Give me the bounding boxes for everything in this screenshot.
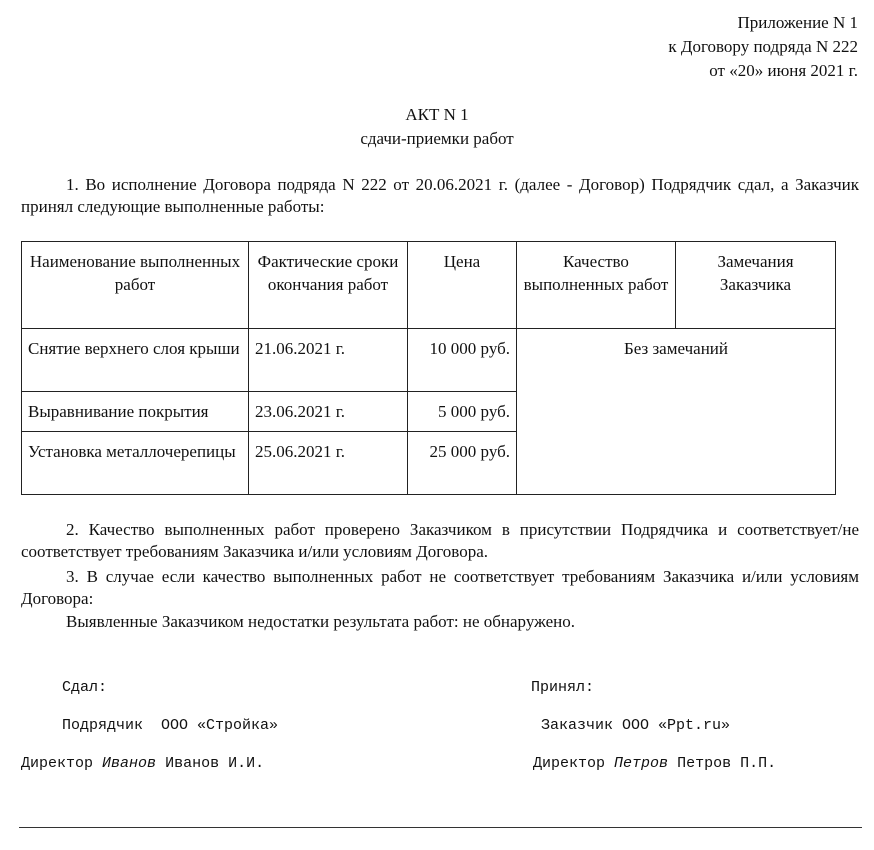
paragraph-3 xyxy=(21,566,859,610)
row-date: 23.06.2021 г. xyxy=(249,392,408,432)
contractor-name: Иванов И.И. xyxy=(165,755,265,772)
title-line-1: АКТ N 1 xyxy=(405,105,469,124)
customer-position: Директор xyxy=(533,755,606,772)
row-work-name: Выравнивание покрытия xyxy=(22,392,249,432)
right-label: Принял: xyxy=(531,679,595,696)
document-title xyxy=(0,103,874,151)
header-remarks: Замечания Заказчика xyxy=(676,242,836,329)
remarks-cell: Без замечаний xyxy=(517,329,836,495)
paragraph-2-text: 2. Качество выполненных работ проверено Заказчиком в присутствии Подрядчика и соответствует/не соответствует требованиям Заказчика и/или условиям Договора. xyxy=(21,520,859,561)
header-work-name: Наименование выполненных работ xyxy=(22,242,249,329)
row-date: 21.06.2021 г. xyxy=(249,329,408,392)
paragraph-1 xyxy=(21,174,859,218)
paragraph-2 xyxy=(21,519,859,563)
row-work-name: Установка металлочерепицы xyxy=(22,432,249,495)
customer-signature-line xyxy=(533,755,776,772)
title-line-2: сдачи-приемки работ xyxy=(360,129,514,148)
paragraph-4-text: Выявленные Заказчиком недостатки результата работ: не обнаружено. xyxy=(66,612,576,631)
left-label: Сдал: xyxy=(62,679,108,696)
contractor-party: Подрядчик ООО «Стройка» xyxy=(62,717,279,734)
works-table xyxy=(21,241,836,495)
customer-name: Петров П.П. xyxy=(677,755,777,772)
customer-signature: Петров xyxy=(614,755,669,772)
row-price: 25 000 руб. xyxy=(408,432,517,495)
row-date: 25.06.2021 г. xyxy=(249,432,408,495)
header-price: Цена xyxy=(408,242,517,329)
table-row xyxy=(22,329,836,392)
appendix-line-2: к Договору подряда N 222 xyxy=(668,37,858,56)
contractor-signature: Иванов xyxy=(102,755,157,772)
header-completion-date: Фактические сроки окончания работ xyxy=(249,242,408,329)
paragraph-3-text: 3. В случае если качество выполненных работ не соответствует требованиям Заказчика и/или условиям Договора: xyxy=(21,567,859,608)
contractor-position: Директор xyxy=(21,755,94,772)
bottom-divider xyxy=(19,827,862,828)
appendix-block xyxy=(668,11,858,83)
customer-party: Заказчик ООО «Ppt.ru» xyxy=(541,717,731,734)
paragraph-1-text: 1. Во исполнение Договора подряда N 222 от 20.06.2021 г. (далее - Договор) Подрядчик сдал, а Заказчик принял следующие выполненные работы: xyxy=(21,175,859,216)
row-price: 10 000 руб. xyxy=(408,329,517,392)
table-header-row xyxy=(22,242,836,329)
appendix-line-1: Приложение N 1 xyxy=(737,13,858,32)
contractor-signature-line xyxy=(21,755,264,772)
row-price: 5 000 руб. xyxy=(408,392,517,432)
paragraph-4 xyxy=(21,611,859,633)
header-quality: Качество выполненных работ xyxy=(517,242,676,329)
appendix-line-3: от «20» июня 2021 г. xyxy=(709,61,858,80)
row-work-name: Снятие верхнего слоя крыши xyxy=(22,329,249,392)
